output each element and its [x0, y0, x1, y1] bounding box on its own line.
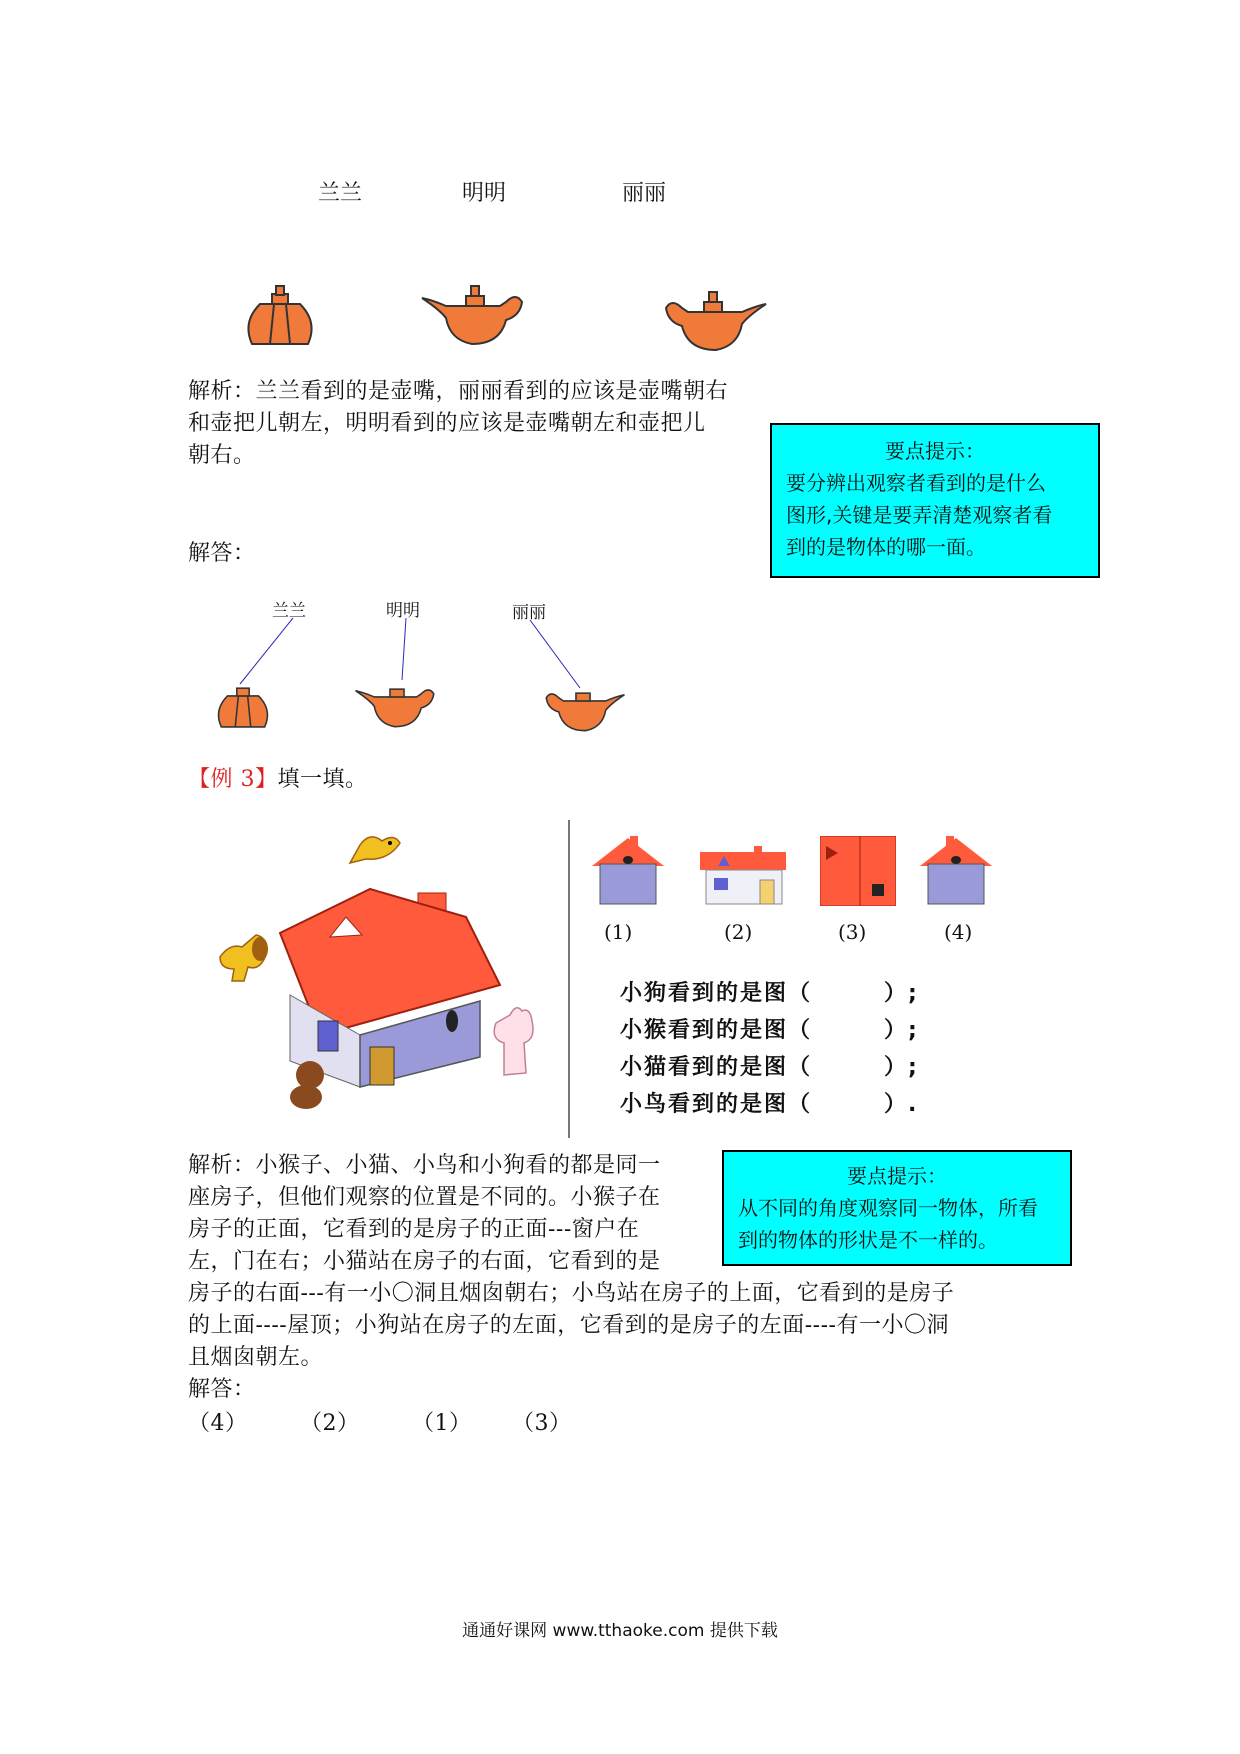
house-view-1-label: (1) — [604, 920, 633, 944]
question-monkey: 小猴看到的是图（ ）; — [620, 1018, 919, 1043]
footer: 通通好课网 www.tthaoke.com 提供下载 — [462, 1621, 778, 1641]
example-3-tag: 【例 3】 — [188, 767, 278, 792]
vertical-divider — [568, 820, 570, 1138]
tip-box-2 — [722, 1150, 1072, 1266]
answer-2-value: （1） — [412, 1411, 472, 1436]
house-view-4-label: (4) — [944, 920, 973, 944]
analysis-2-line: 座房子，但他们观察的位置是不同的。小猴子在 — [188, 1185, 661, 1210]
answer-2-value: （4） — [188, 1411, 248, 1436]
analysis-1-line: 和壶把儿朝左，明明看到的应该是壶嘴朝左和壶把儿 — [188, 411, 706, 436]
answer-2-value: （2） — [300, 1411, 360, 1436]
tip-2-line: 从不同的角度观察同一物体，所看 — [738, 1196, 1038, 1220]
house-view-3-icon — [820, 836, 896, 906]
diagram-name-lanlan: 兰兰 — [272, 601, 306, 621]
analysis-2-line: 且烟囱朝左。 — [188, 1345, 324, 1370]
answer-2-value: （3） — [512, 1411, 572, 1436]
analysis-2-line: 房子的正面，它看到的是房子的正面---窗户在 — [188, 1217, 640, 1242]
tip-1-line: 到的是物体的哪一面。 — [786, 535, 986, 559]
answer-2-label: 解答： — [188, 1377, 256, 1402]
question-bird: 小鸟看到的是图（ ）. — [620, 1092, 919, 1117]
teapot-spout-right-small — [540, 680, 626, 736]
tip-2-line: 到的物体的形状是不一样的。 — [738, 1228, 998, 1252]
name-mingming: 明明 — [462, 181, 507, 206]
tip-2-title: 要点提示： — [847, 1164, 947, 1188]
tip-1-title: 要点提示： — [885, 439, 985, 463]
analysis-1-line: 解析：兰兰看到的是壶嘴，丽丽看到的应该是壶嘴朝右 — [188, 379, 729, 404]
teapot-front-view-small — [212, 678, 274, 734]
tip-1-line: 图形,关键是要弄清楚观察者看 — [786, 503, 1053, 527]
name-lili: 丽丽 — [622, 181, 667, 206]
house-view-4-icon — [918, 830, 994, 906]
analysis-2-line: 解析：小猴子、小猫、小鸟和小狗看的都是同一 — [188, 1153, 661, 1178]
house-view-2-label: (2) — [724, 920, 753, 944]
house-view-1-icon — [590, 830, 666, 906]
answer-1-label: 解答： — [188, 541, 256, 566]
house-scene-illustration — [210, 825, 540, 1115]
house-view-2-icon — [698, 842, 788, 906]
diagram-name-mingming: 明明 — [386, 601, 420, 621]
name-lanlan: 兰兰 — [318, 181, 363, 206]
analysis-2-line: 左，门在右；小猫站在房子的右面，它看到的是 — [188, 1249, 661, 1274]
teapot-spout-left-small — [354, 676, 440, 732]
analysis-2-line: 房子的右面---有一小〇洞且烟囱朝右；小鸟站在房子的上面，它看到的是房子 — [188, 1281, 955, 1306]
question-dog: 小狗看到的是图（ ）; — [620, 981, 919, 1006]
connector-lines — [0, 0, 1240, 760]
question-cat: 小猫看到的是图（ ）; — [620, 1055, 919, 1080]
analysis-1-line: 朝右。 — [188, 443, 256, 468]
diagram-name-lili: 丽丽 — [512, 603, 546, 623]
analysis-2-line: 的上面----屋顶；小狗站在房子的左面，它看到的是房子的左面----有一小〇洞 — [188, 1313, 949, 1338]
example-3-heading — [188, 764, 368, 796]
tip-1-line: 要分辨出观察者看到的是什么 — [786, 471, 1046, 495]
example-3-text: 填一填。 — [277, 767, 368, 792]
house-view-3-label: (3) — [838, 920, 867, 944]
